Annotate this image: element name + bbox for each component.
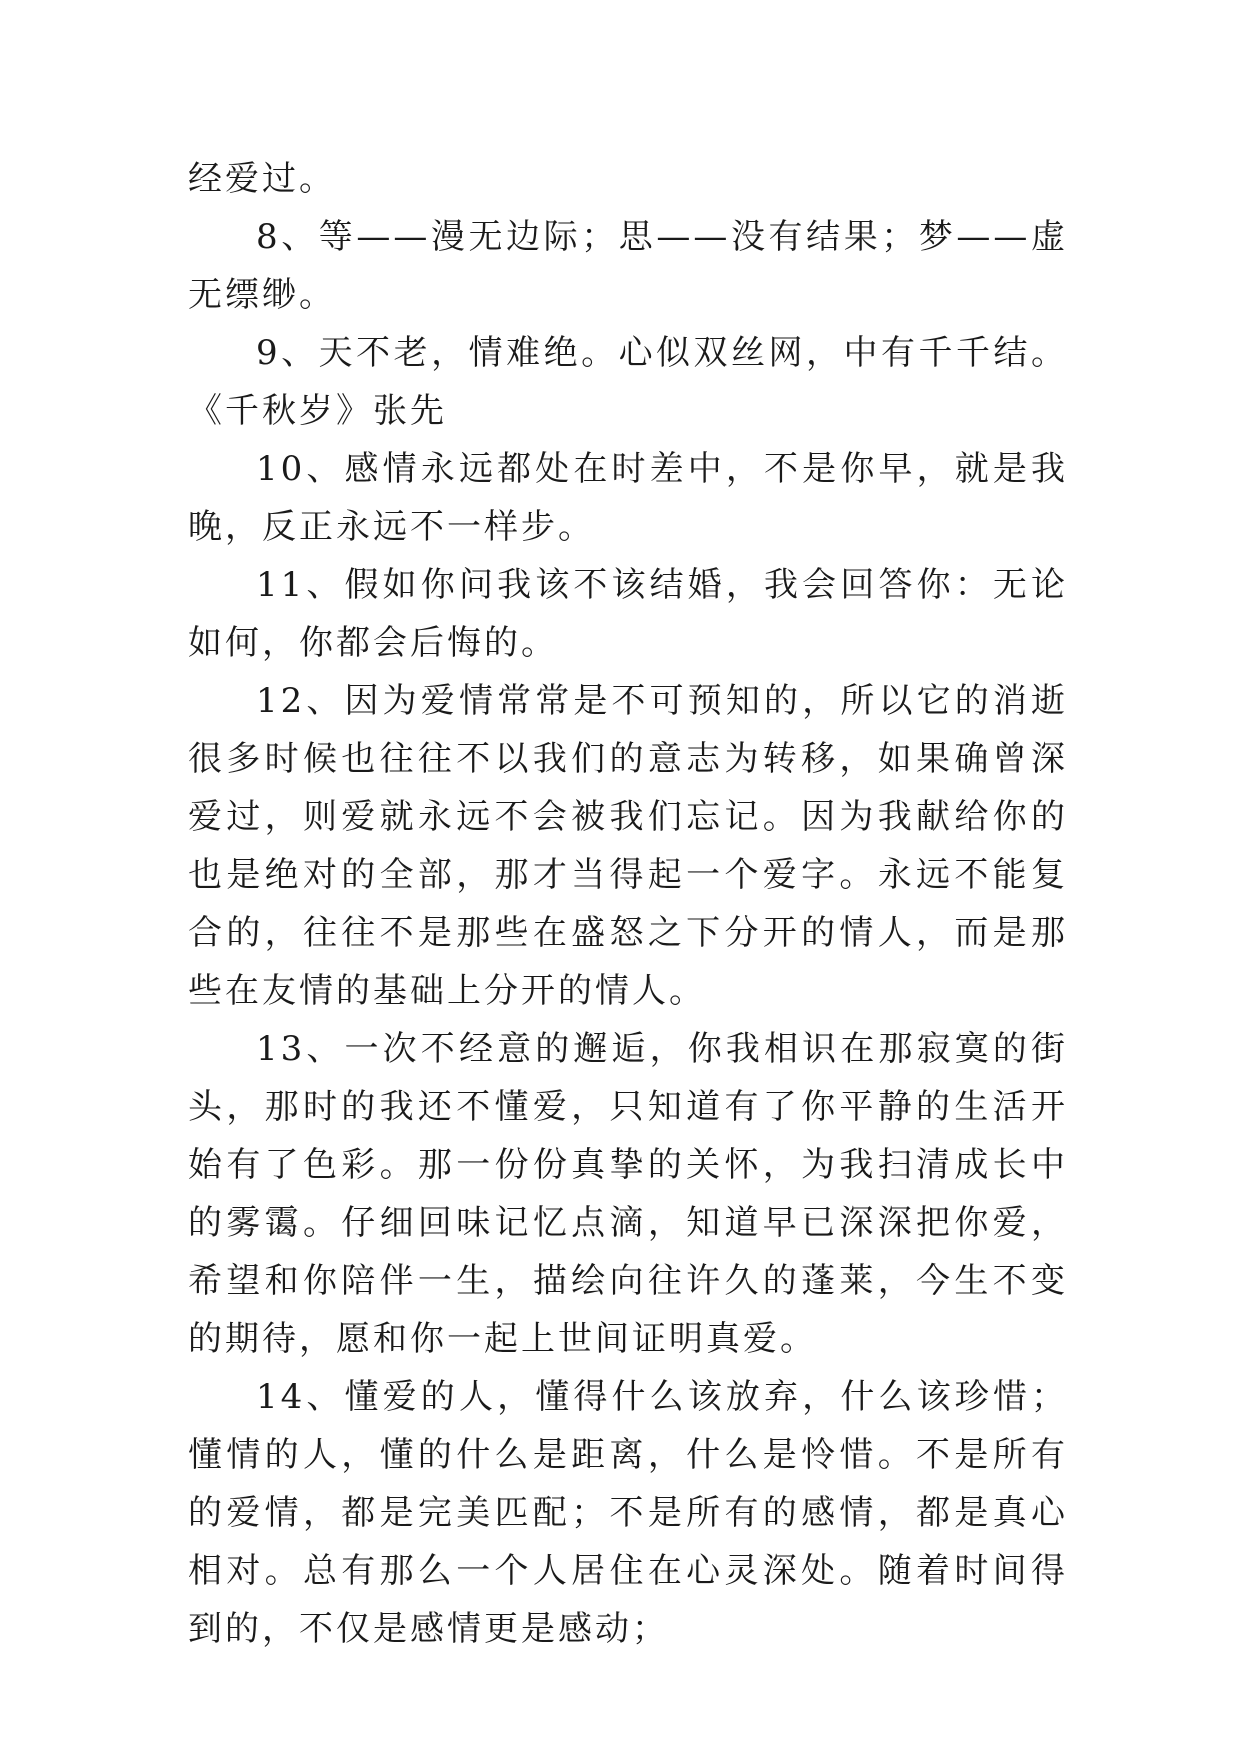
paragraph-item-13: 13、一次不经意的邂逅，你我相识在那寂寞的街头，那时的我还不懂爱，只知道有了你平静的生活开始有了色彩。那一份份真挚的关怀，为我扫清成长中的雾霭。仔细回味记忆点滴，知道早已深深把你爱，希望和你陪伴一生，描绘向往许久的蓬莱，今生不变的期待，愿和你一起上世间证明真爱。 [188, 1029, 1068, 1359]
paragraph-item-10: 10、感情永远都处在时差中，不是你早，就是我晚，反正永远不一样步。 [188, 449, 1068, 547]
paragraph-item-12: 12、因为爱情常常是不可预知的，所以它的消逝很多时候也往往不以我们的意志为转移，如果确曾深爱过，则爱就永远不会被我们忘记。因为我献给你的也是绝对的全部，那才当得起一个爱字。永远不能复合的，往往不是那些在盛怒之下分开的情人，而是那些在友情的基础上分开的情人。 [188, 681, 1068, 1011]
paragraph-item-14: 14、懂爱的人，懂得什么该放弃，什么该珍惜；懂情的人，懂的什么是距离，什么是怜惜。不是所有的爱情，都是完美匹配；不是所有的感情，都是真心相对。总有那么一个人居住在心灵深处。随着时间得到的，不仅是感情更是感动； [188, 1377, 1068, 1649]
paragraph-item-8: 8、等——漫无边际；思——没有结果；梦——虚无缥缈。 [188, 217, 1068, 315]
document-body [188, 150, 1068, 1658]
paragraph-item-11: 11、假如你问我该不该结婚，我会回答你：无论如何，你都会后悔的。 [188, 565, 1068, 663]
paragraph-continued: 经爱过。 [188, 159, 336, 199]
paragraph-item-9: 9、天不老，情难绝。心似双丝网，中有千千结。《千秋岁》张先 [188, 333, 1068, 431]
